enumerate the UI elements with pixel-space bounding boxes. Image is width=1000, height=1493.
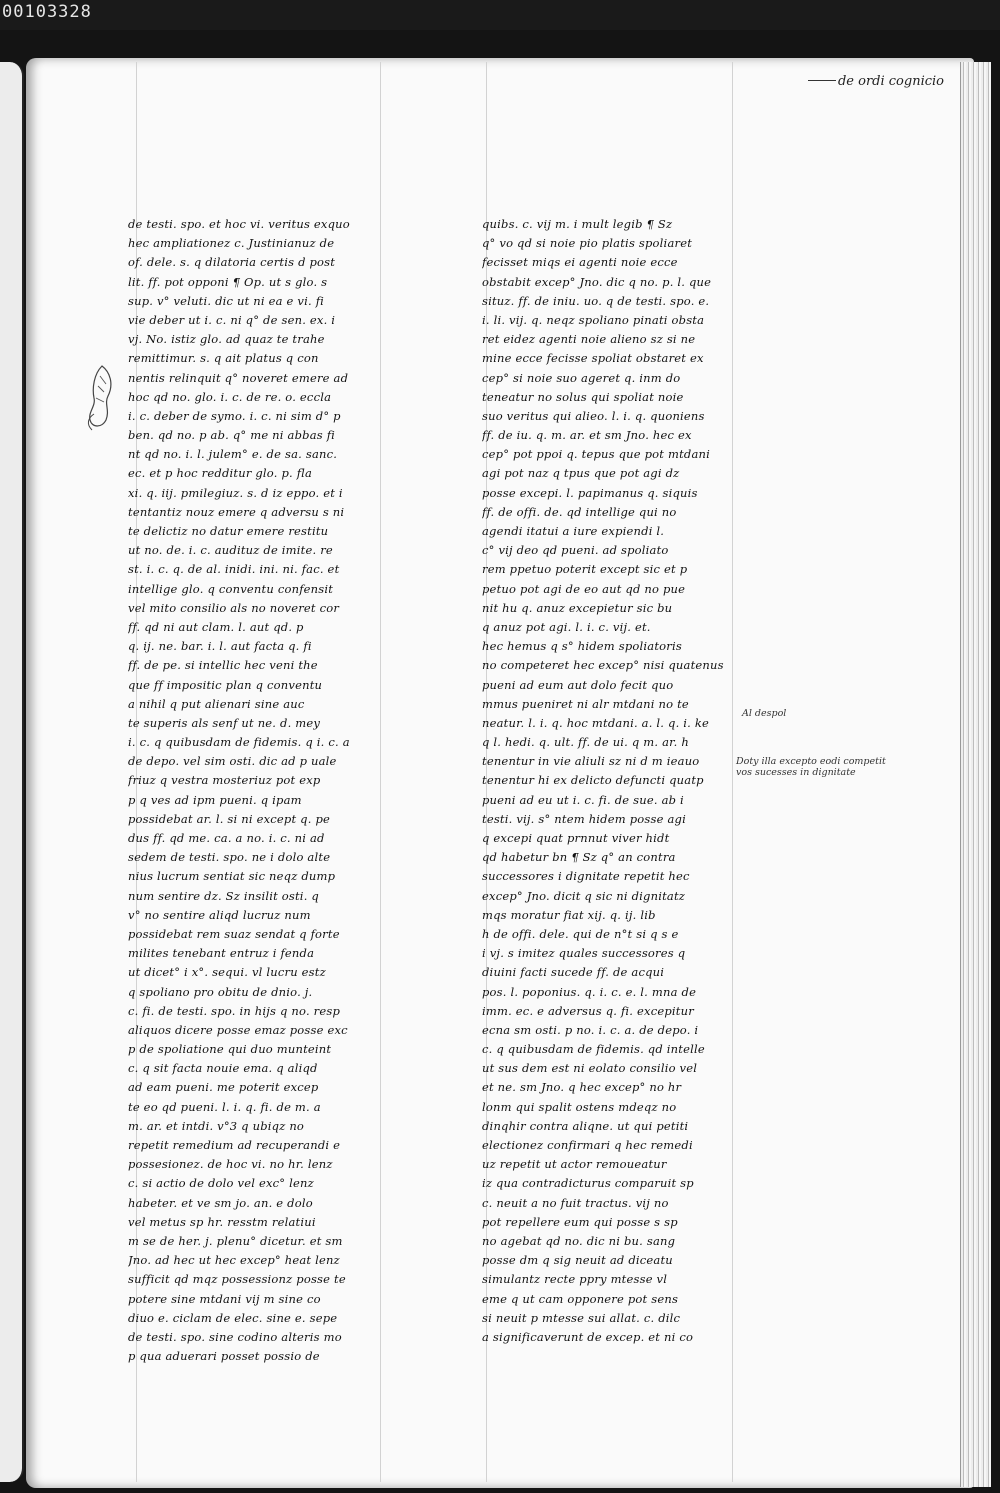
text-line: ec. et p hoc redditur glo. p. fla bbox=[128, 466, 313, 481]
header-flourish bbox=[808, 80, 836, 81]
page-stack-edge bbox=[960, 62, 991, 1487]
text-line: teneatur no solus qui spoliat noie bbox=[482, 389, 684, 404]
text-line: suo veritus qui alieo. l. i. q. quoniens bbox=[482, 408, 705, 423]
text-line: habeter. et ve sm jo. an. e dolo bbox=[128, 1195, 313, 1210]
text-line: ut no. de. i. c. audituz de imite. re bbox=[128, 543, 333, 558]
text-line: eme q ut cam opponere pot sens bbox=[482, 1291, 679, 1306]
text-line: repetit remedium ad recuperandi e bbox=[128, 1138, 341, 1152]
ruling-line bbox=[380, 62, 381, 1482]
text-column-left bbox=[128, 215, 376, 1366]
hand-pointer-doodle-icon bbox=[80, 362, 126, 436]
running-header: de ordi cognicio bbox=[837, 74, 944, 89]
text-line: pot repellere eum qui posse s sp bbox=[482, 1214, 678, 1229]
text-column-right bbox=[482, 215, 732, 1347]
text-line: milites tenebant entruz i fenda bbox=[128, 946, 315, 961]
text-line: a significaverunt de excep. et ni co bbox=[482, 1329, 694, 1344]
text-line: c° vij deo qd pueni. ad spoliato bbox=[482, 543, 669, 558]
text-line: m se de her. j. plenu° dicetur. et sm bbox=[128, 1233, 343, 1248]
text-line: ad eam pueni. me poterit excep bbox=[128, 1080, 319, 1095]
text-line: situz. ff. de iniu. uo. q de testi. spo. e. bbox=[482, 293, 710, 308]
text-line: ff. qd ni aut clam. l. aut qd. p bbox=[128, 619, 304, 634]
text-line: vel metus sp hr. resstm relatiui bbox=[128, 1214, 316, 1229]
margin-note: Doty illa excepto eodi competit vos sucesses in dignitate bbox=[736, 756, 886, 778]
text-line: nit hu q. anuz excepietur sic bu bbox=[482, 600, 673, 615]
archive-id-label: 00103328 bbox=[2, 2, 92, 22]
text-line: Jno. ad hec ut hec excep° heat lenz bbox=[128, 1253, 340, 1268]
text-line: m. ar. et intdi. v°3 q ubiqz no bbox=[128, 1118, 305, 1133]
text-line: neatur. l. i. q. hoc mtdani. a. l. q. i. ke bbox=[482, 715, 710, 730]
text-line: possidebat ar. l. si ni except q. pe bbox=[128, 811, 331, 826]
text-line: ff. de offi. de. qd intellige qui no bbox=[482, 504, 677, 519]
text-line: of. dele. s. q dilatoria certis d post bbox=[128, 255, 336, 270]
text-line: ff. de iu. q. m. ar. et sm Jno. hec ex bbox=[482, 428, 692, 443]
text-line: h de offi. dele. qui de n°t si q s e bbox=[482, 926, 679, 941]
text-line: dus ff. qd me. ca. a no. i. c. ni ad bbox=[128, 831, 325, 845]
text-line: mmus pueniret ni alr mtdani no te bbox=[482, 696, 689, 711]
text-line: imm. ec. e adversus q. fi. excepitur bbox=[482, 1003, 694, 1018]
text-line: intellige glo. q conventu confensit bbox=[128, 581, 334, 596]
text-line: te superis als senf ut ne. d. mey bbox=[128, 715, 321, 730]
text-line: p de spoliatione qui duo munteint bbox=[128, 1042, 332, 1057]
text-line: que ff impositic plan q conventu bbox=[128, 677, 323, 692]
text-line: no competeret hec excep° nisi quatenus bbox=[482, 658, 724, 673]
ruling-line bbox=[732, 62, 733, 1482]
margin-note: Al despol bbox=[742, 708, 787, 719]
text-line: ut sus dem est ni eolato consilio vel bbox=[482, 1061, 698, 1076]
text-line: i. c. deber de symo. i. c. ni sim d° p bbox=[128, 408, 341, 423]
text-line: c. q quibusdam de fidemis. qd intelle bbox=[482, 1042, 705, 1057]
text-line: mine ecce fecisse spoliat obstaret ex bbox=[482, 351, 704, 366]
text-line: lonm qui spalit ostens mdeqz no bbox=[482, 1099, 677, 1114]
text-line: vel mito consilio als no noveret cor bbox=[128, 600, 340, 615]
archive-id-strip bbox=[0, 0, 1000, 30]
text-line: testi. vij. s° ntem hidem posse agi bbox=[482, 811, 686, 826]
text-line: p q ves ad ipm pueni. q ipam bbox=[128, 792, 302, 807]
text-line: petuo pot agi de eo aut qd no pue bbox=[482, 581, 686, 596]
text-line: ecna sm osti. p no. i. c. a. de depo. i bbox=[482, 1022, 699, 1037]
text-line: pos. l. poponius. q. i. c. e. l. mna de bbox=[482, 984, 697, 999]
text-line: c. q sit facta nouie ema. q aliqd bbox=[128, 1061, 318, 1076]
text-line: agendi itatui a iure expiendi l. bbox=[482, 524, 665, 538]
text-line: fecisset miqs ei agenti noie ecce bbox=[482, 255, 678, 270]
text-line: nius lucrum sentiat sic neqz dump bbox=[128, 869, 336, 884]
text-line: possesionez. de hoc vi. no hr. lenz bbox=[128, 1157, 333, 1172]
text-line: qd habetur bn ¶ Sz q° an contra bbox=[482, 850, 676, 865]
text-line: i vj. s imitez quales successores q bbox=[482, 946, 686, 961]
text-line: friuz q vestra mosteriuz pot exp bbox=[128, 773, 321, 788]
text-line: electionez confirmari q hec remedi bbox=[482, 1138, 693, 1152]
text-line: te eo qd pueni. l. i. q. fi. de m. a bbox=[128, 1099, 321, 1114]
text-line: posse dm q sig neuit ad diceatu bbox=[482, 1253, 673, 1268]
text-line: q. ij. ne. bar. i. l. aut facta q. fi bbox=[128, 639, 312, 654]
text-line: diuo e. ciclam de elec. sine e. sepe bbox=[128, 1310, 338, 1325]
text-line: dinqhir contra aliqne. ut qui petiti bbox=[482, 1118, 689, 1133]
text-line: mqs moratur fiat xij. q. ij. lib bbox=[482, 907, 656, 922]
text-line: ret eidez agenti noie alieno sz si ne bbox=[482, 332, 696, 347]
text-line: de depo. vel sim osti. dic ad p uale bbox=[128, 754, 337, 769]
text-line: cep° si noie suo ageret q. inm do bbox=[482, 370, 681, 385]
text-line: cep° pot ppoi q. tepus que pot mtdani bbox=[482, 447, 710, 462]
text-line: ut dicet° i x°. sequi. vl lucru estz bbox=[128, 965, 326, 980]
text-line: si neuit p mtesse sui allat. c. dilc bbox=[482, 1310, 681, 1325]
text-line: de testi. spo. sine codino alteris mo bbox=[128, 1329, 342, 1344]
text-line: excep° Jno. dicit q sic ni dignitatz bbox=[482, 888, 686, 903]
text-line: c. si actio de dolo vel exc° lenz bbox=[128, 1176, 314, 1191]
text-line: sedem de testi. spo. ne i dolo alte bbox=[128, 850, 331, 865]
text-line: q l. hedi. q. ult. ff. de ui. q m. ar. h bbox=[482, 735, 689, 750]
text-line: c. neuit a no fuit tractus. vij no bbox=[482, 1195, 669, 1210]
text-line: successores i dignitate repetit hec bbox=[482, 869, 690, 884]
text-line: simulantz recte ppry mtesse vl bbox=[482, 1272, 668, 1287]
text-line: i. c. q quibusdam de fidemis. q i. c. a bbox=[128, 735, 350, 750]
text-line: rem ppetuo poterit except sic et p bbox=[482, 562, 688, 577]
text-line: pueni ad eu ut i. c. fi. de sue. ab i bbox=[482, 792, 684, 807]
text-line: diuini facti sucede ff. de acqui bbox=[482, 965, 665, 980]
text-line: q excepi quat prnnut viver hidt bbox=[482, 831, 670, 845]
text-line: possidebat rem suaz sendat q forte bbox=[128, 926, 340, 941]
text-line: q spoliano pro obitu de dnio. j. bbox=[128, 984, 313, 999]
text-line: q anuz pot agi. l. i. c. vij. et. bbox=[482, 619, 651, 634]
text-line: ben. qd no. p ab. q° me ni abbas fi bbox=[128, 428, 336, 443]
text-line: potere sine mtdani vij m sine co bbox=[128, 1291, 321, 1306]
text-line: lit. ff. pot opponi ¶ Op. ut s glo. s bbox=[128, 274, 328, 289]
text-line: hec ampliationez c. Justinianuz de bbox=[128, 236, 335, 251]
text-line: te delictiz no datur emere restitu bbox=[128, 524, 329, 538]
text-line: sufficit qd mqz possessionz posse te bbox=[128, 1272, 346, 1287]
text-line: tenentur hi ex delicto defuncti quatp bbox=[482, 773, 704, 788]
text-line: hec hemus q s° hidem spoliatoris bbox=[482, 639, 682, 654]
text-line: hoc qd no. glo. i. c. de re. o. eccla bbox=[128, 389, 332, 404]
text-line: et ne. sm Jno. q hec excep° no hr bbox=[482, 1080, 682, 1095]
text-line: a nihil q put alienari sine auc bbox=[128, 696, 305, 711]
text-line: agi pot naz q tpus que pot agi dz bbox=[482, 466, 680, 481]
text-line: vie deber ut i. c. ni q° de sen. ex. i bbox=[128, 312, 336, 327]
text-line: quibs. c. vij m. i mult legib ¶ Sz bbox=[482, 217, 673, 231]
text-line: ff. de pe. si intellic hec veni the bbox=[128, 658, 318, 673]
text-line: pueni ad eum aut dolo fecit quo bbox=[482, 677, 674, 692]
text-line: num sentire dz. Sz insilit osti. q bbox=[128, 888, 319, 903]
text-line: tentantiz nouz emere q adversu s ni bbox=[128, 504, 345, 519]
text-line: remittimur. s. q ait platus q con bbox=[128, 351, 319, 366]
text-line: iz qua contradicturus comparuit sp bbox=[482, 1176, 694, 1191]
text-line: tenentur in vie aliuli sz ni d m ieauo bbox=[482, 754, 700, 769]
text-line: xi. q. iij. pmilegiuz. s. d iz eppo. et i bbox=[128, 485, 343, 500]
text-line: nentis relinquit q° noveret emere ad bbox=[128, 370, 349, 385]
text-line: de testi. spo. et hoc vi. veritus exquo bbox=[128, 217, 350, 231]
text-line: v° no sentire aliqd lucruz num bbox=[128, 907, 311, 922]
text-line: p qua aduerari posset possio de bbox=[128, 1349, 320, 1364]
text-line: obstabit excep° Jno. dic q no. p. l. que bbox=[482, 274, 712, 289]
text-line: st. i. c. q. de al. inidi. ini. ni. fac. et bbox=[128, 562, 340, 577]
text-line: vj. No. istiz glo. ad quaz te trahe bbox=[128, 332, 325, 347]
text-line: uz repetit ut actor remoueatur bbox=[482, 1157, 667, 1172]
text-line: sup. v° veluti. dic ut ni ea e vi. fi bbox=[128, 293, 325, 308]
text-line: q° vo qd si noie pio platis spoliaret bbox=[482, 236, 693, 251]
text-line: no agebat qd no. dic ni bu. sang bbox=[482, 1233, 676, 1248]
text-line: posse excepi. l. papimanus q. siquis bbox=[482, 485, 698, 500]
previous-page-edge bbox=[0, 62, 24, 1482]
text-line: i. li. vij. q. neqz spoliano pinati obsta bbox=[482, 312, 705, 327]
text-line: c. fi. de testi. spo. in hijs q no. resp bbox=[128, 1003, 341, 1018]
text-line: nt qd no. i. l. julem° e. de sa. sanc. bbox=[128, 447, 338, 462]
text-line: aliquos dicere posse emaz posse exc bbox=[128, 1022, 348, 1037]
